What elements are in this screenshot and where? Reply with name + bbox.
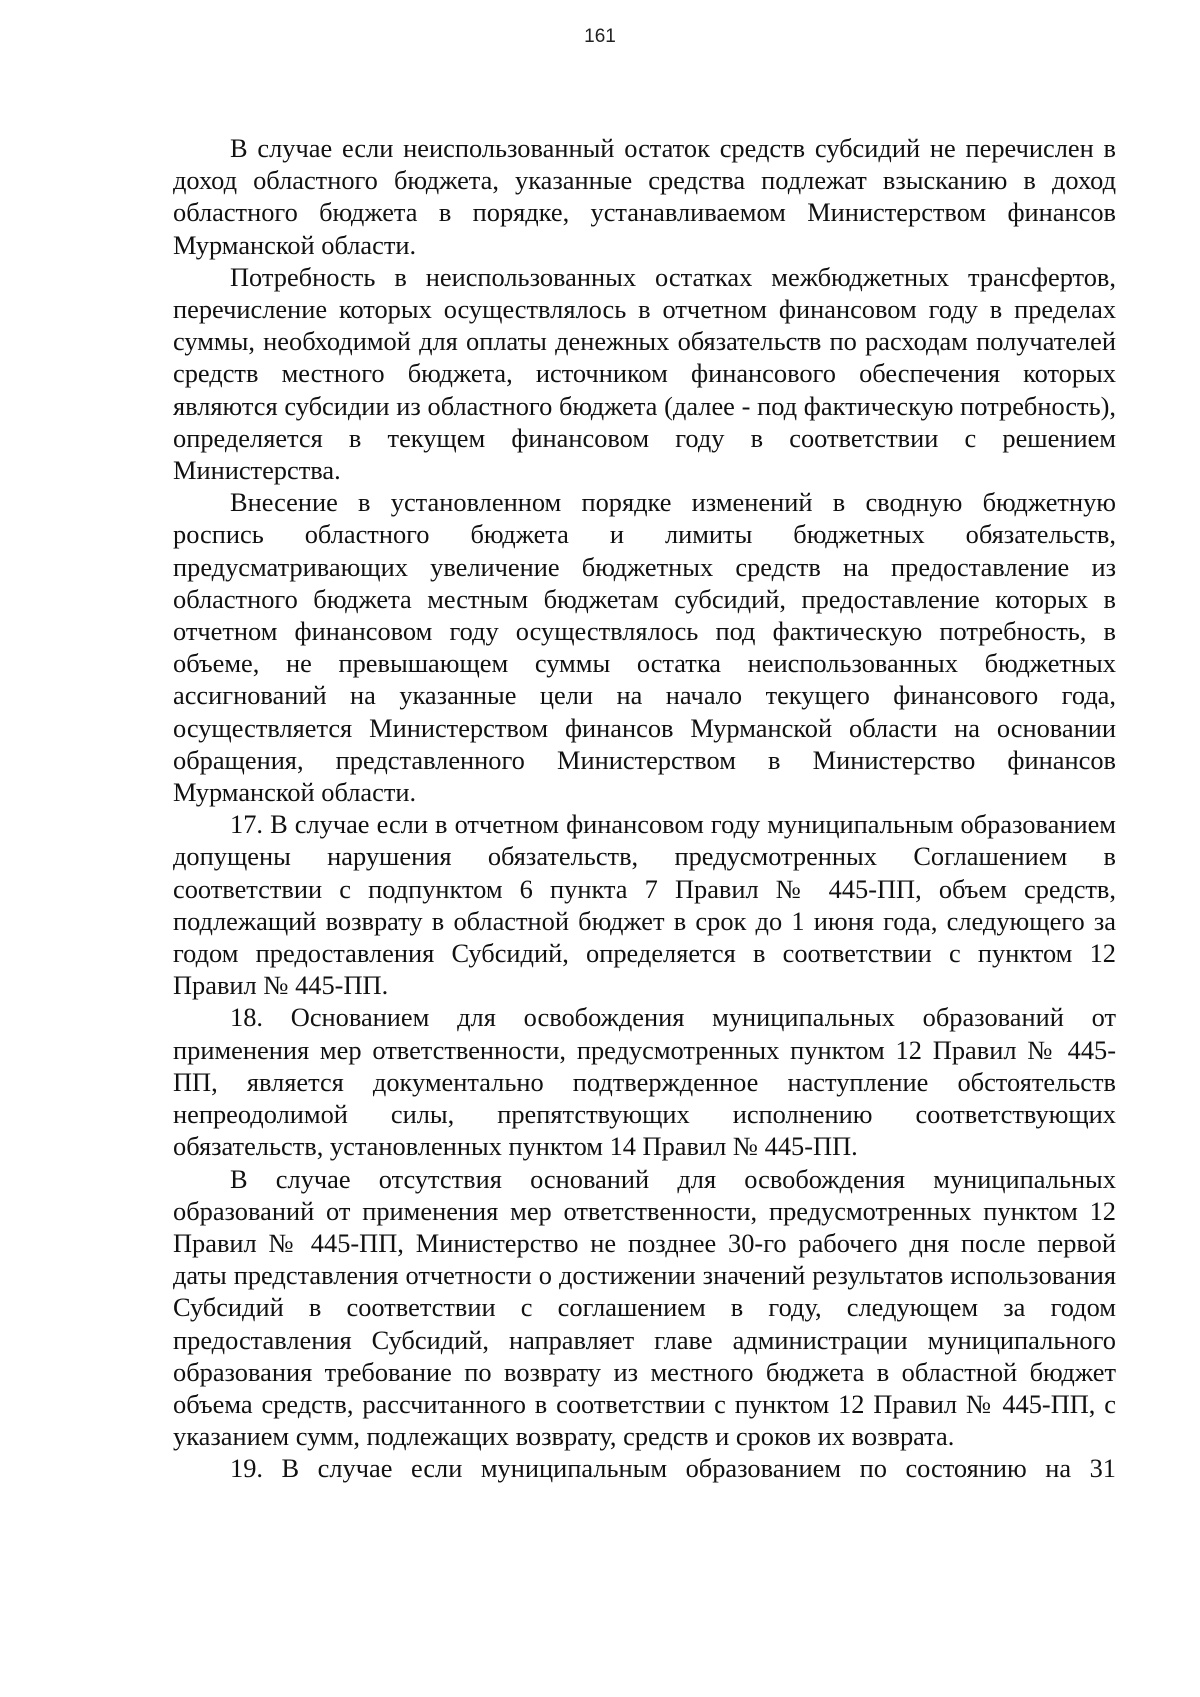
page-number: 161	[584, 26, 616, 47]
paragraph-item-18: 18. Основанием для освобождения муниципальных образований от применения мер ответственности, предусмотренных пунктом 12 Правил № 445-ПП, является документально подтвержденное наступление обстоятельств непреодолимой силы, препятствующих исполнению соответствующих обязательств, установленных пунктом 14 Правил № 445-ПП.	[173, 1002, 1116, 1162]
paragraph-item-19: 19. В случае если муниципальным образованием по состоянию на 31	[230, 1453, 1116, 1484]
paragraph-no-grounds-for-release: В случае отсутствия оснований для освобождения муниципальных образований от применения мер ответственности, предусмотренных пунктом 12 Правил № 445-ПП, Министерство не позднее 30-го рабочего дня после первой даты представления отчетности о достижении значений результатов использования Субсидий в соответствии с соглашением в году, следующем за годом предоставления Субсидий, направляет главе администрации муниципального образования требование по возврату из местного бюджета в областной бюджет объема средств, рассчитанного в соответствии с пунктом 12 Правил № 445-ПП, с указанием сумм, подлежащих возврату, средств и сроков их возврата.	[173, 1163, 1116, 1452]
paragraph-unused-subsidy-balance: В случае если неиспользованный остаток средств субсидий не перечислен в доход областного бюджета, указанные средства подлежат взысканию в доход областного бюджета в порядке, устанавливаемом Министерством финансов Мурманской области.	[173, 133, 1116, 260]
paragraph-item-17: 17. В случае если в отчетном финансовом году муниципальным образованием допущены нарушения обязательств, предусмотренных Соглашением в соответствии с подпунктом 6 пункта 7 Правил № 445-ПП, объем средств, подлежащий возврату в областной бюджет в срок до 1 июня года, следующего за годом предоставления Субсидий, определяется в соответствии с пунктом 12 Правил № 445-ПП.	[173, 809, 1116, 1001]
paragraph-actual-need: Потребность в неиспользованных остатках межбюджетных трансфертов, перечисление которых осуществлялось в отчетном финансовом году в пределах суммы, необходимой для оплаты денежных обязательств по расходам получателей средств местного бюджета, источником финансового обеспечения которых являются субсидии из областного бюджета (далее - под фактическую потребность), определяется в текущем финансовом году в соответствии с решением Министерства.	[173, 261, 1116, 486]
paragraph-budget-changes: Внесение в установленном порядке изменений в сводную бюджетную роспись областного бюджета и лимиты бюджетных обязательств, предусматривающих увеличение бюджетных средств на предоставление из областного бюджета местным бюджетам субсидий, предоставление которых в отчетном финансовом году осуществлялось под фактическую потребность, в объеме, не превышающем суммы остатка неиспользованных бюджетных ассигнований на указанные цели на начало текущего финансового года, осуществляется Министерством финансов Мурманской области на основании обращения, представленного Министерством в Министерство финансов Мурманской области.	[173, 487, 1116, 808]
document-body	[173, 132, 1116, 1485]
